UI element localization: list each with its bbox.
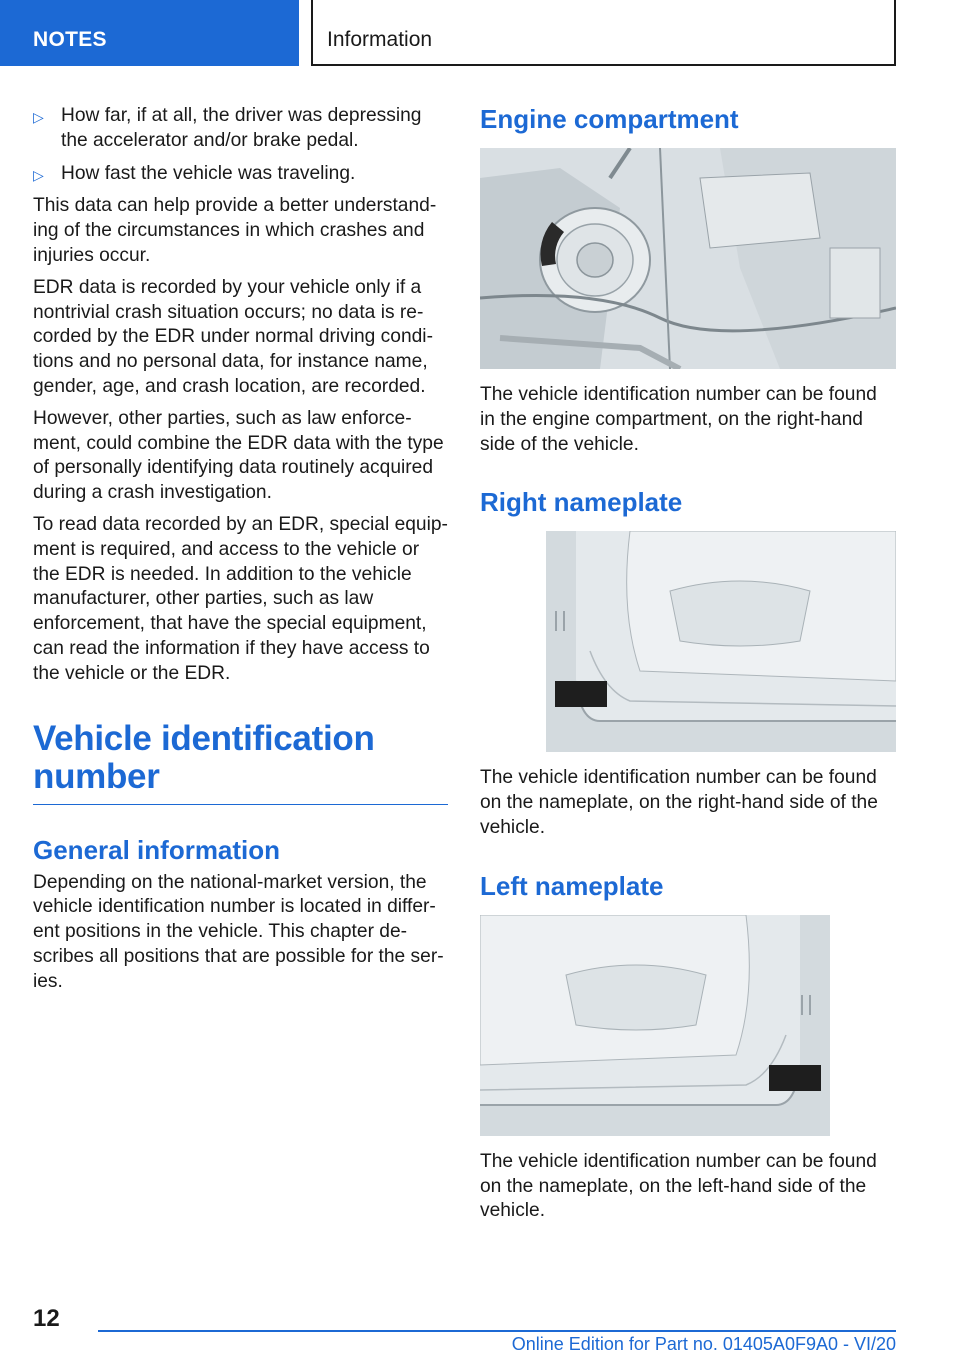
general-information-text: Depending on the national-market version, the vehicle identification number is located in different positions in the vehicle. This chapter describes all positions that are possible for the series. xyxy=(33,871,444,992)
body-paragraph: To read data recorded by an EDR, special equipment is required, and access to the vehicle or the EDR is needed. In addition to the vehicle manufacturer, other parties, such as law enforcement, that have the special equipment, can read the information if they have access to the vehicle or the EDR. xyxy=(33,513,448,684)
triangle-bullet-icon: ▷ xyxy=(33,166,44,183)
right-column xyxy=(480,104,896,1231)
bullet-text: How fast the vehicle was traveling. xyxy=(61,162,356,184)
triangle-bullet-icon: ▷ xyxy=(33,109,44,125)
left-nameplate-caption: The vehicle identification number can be found on the nameplate, on the left-hand side of the vehicle. xyxy=(480,1150,877,1222)
engine-compartment-caption: The vehicle identification number can be found in the engine compartment, on the right-hand side of the vehicle. xyxy=(480,384,877,455)
body-paragraph: EDR data is recorded by your vehicle only if a nontrivial crash situation occurs; no data is recorded by the EDR under normal driving conditions and no personal data, for instance name, gender, age, and crash location, are recorded. xyxy=(33,276,433,397)
engine-compartment-heading: Engine compartment xyxy=(480,104,739,134)
section-heading: Vehicle identification number xyxy=(33,720,448,805)
right-nameplate-illustration xyxy=(480,531,896,752)
bullet-text: How far, if at all, the driver was depressing the accelerator and/or brake pedal. xyxy=(61,105,422,151)
body-paragraph: However, other parties, such as law enforcement, could combine the EDR data with the type of personally identifying data routinely acquired during a crash investigation. xyxy=(33,407,444,504)
bullet-item xyxy=(33,104,448,154)
page-number: 12 xyxy=(33,1305,60,1332)
subheading-general-information: General information xyxy=(33,834,281,865)
right-nameplate-heading: Right nameplate xyxy=(480,487,683,518)
body-paragraph: This data can help provide a better understanding of the circumstances in which crashes and injuries occur. xyxy=(33,195,437,266)
footer-edition-text: Online Edition for Part no. 01405A0F9A0 - VI/20 xyxy=(511,1334,896,1354)
section-tab-label: NOTES xyxy=(33,28,107,51)
header-title: Information xyxy=(327,28,433,51)
left-nameplate-heading: Left nameplate xyxy=(480,870,664,901)
left-nameplate-illustration xyxy=(480,915,896,1136)
footer-divider xyxy=(98,1330,896,1332)
right-nameplate-caption: The vehicle identification number can be found on the nameplate, on the right-hand side of the vehicle. xyxy=(480,767,878,838)
engine-compartment-illustration xyxy=(480,148,896,369)
left-column xyxy=(33,104,448,1002)
bullet-item xyxy=(33,162,448,187)
